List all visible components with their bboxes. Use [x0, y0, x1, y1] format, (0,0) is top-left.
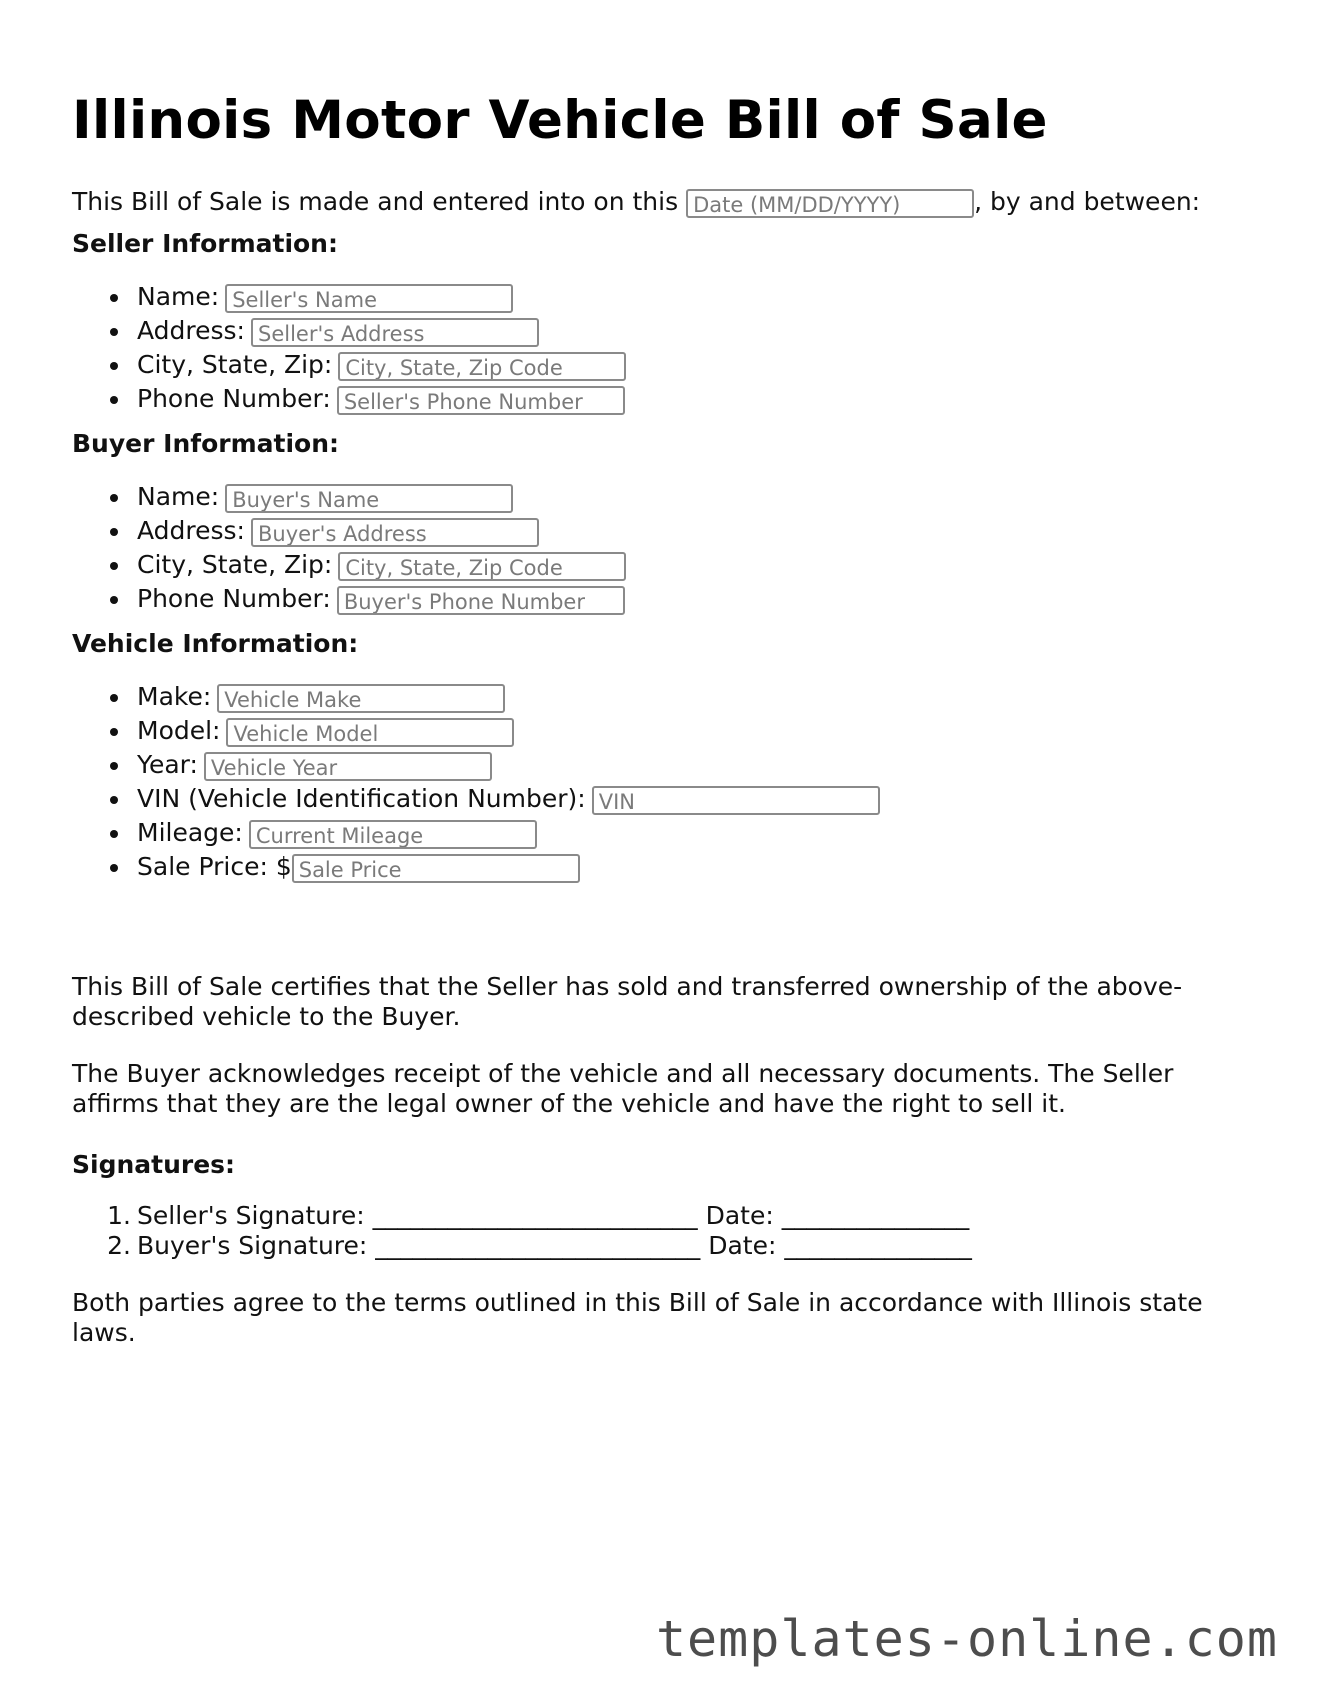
mileage-field[interactable]: Current Mileage — [249, 820, 537, 849]
buyer-name-field[interactable]: Buyer's Name — [225, 484, 513, 513]
field-label: Name: — [137, 282, 220, 311]
signature-text: Buyer's Signature: __________________________ Date: _______________ — [137, 1231, 972, 1260]
intro-text: This Bill of Sale is made and entered into on this — [72, 187, 679, 216]
list-item — [72, 382, 626, 416]
seller-phone-field[interactable]: Seller's Phone Number — [337, 386, 625, 415]
buyer-address-field[interactable]: Buyer's Address — [251, 518, 539, 547]
agreement-paragraph: Both parties agree to the terms outlined in this Bill of Sale in accordance with Illinois state laws. — [72, 1288, 1203, 1347]
vehicle-list — [72, 680, 880, 884]
field-label: Year: — [137, 750, 198, 779]
list-item — [72, 680, 880, 714]
field-label: Phone Number: — [137, 584, 331, 613]
list-item — [72, 816, 880, 850]
list-item — [72, 348, 626, 382]
buyer-phone-field[interactable]: Buyer's Phone Number — [337, 586, 625, 615]
list-item — [72, 582, 626, 616]
field-label: Mileage: — [137, 818, 243, 847]
field-label: Sale Price: $ — [137, 852, 292, 881]
buyer-signature-line[interactable] — [72, 1231, 972, 1261]
date-field[interactable]: Date (MM/DD/YYYY) — [686, 189, 974, 218]
acknowledge-paragraph: The Buyer acknowledges receipt of the vehicle and all necessary documents. The Seller affirms that they are the legal owner of the vehicle and have the right to sell it. — [72, 1059, 1174, 1118]
intro-text-after: , by and between: — [974, 187, 1201, 216]
list-item — [72, 280, 626, 314]
list-item — [72, 782, 880, 816]
field-label: City, State, Zip: — [137, 350, 333, 379]
buyer-list — [72, 480, 626, 616]
list-item — [72, 714, 880, 748]
signatures-heading: Signatures: — [72, 1150, 236, 1179]
list-item — [72, 548, 626, 582]
field-label: Name: — [137, 482, 220, 511]
page-title: Illinois Motor Vehicle Bill of Sale — [72, 90, 1048, 151]
vehicle-year-field[interactable]: Vehicle Year — [204, 752, 492, 781]
field-label: Address: — [137, 516, 245, 545]
field-label: Model: — [137, 716, 221, 745]
seller-city-field[interactable]: City, State, Zip Code — [338, 352, 626, 381]
buyer-city-field[interactable]: City, State, Zip Code — [338, 552, 626, 581]
seller-heading: Seller Information: — [72, 229, 338, 258]
list-number: 2. — [107, 1231, 131, 1260]
sale-price-field[interactable]: Sale Price — [292, 854, 580, 883]
seller-name-field[interactable]: Seller's Name — [225, 284, 513, 313]
certify-paragraph: This Bill of Sale certifies that the Seller has sold and transferred ownership of the above-described vehicle to the Buyer. — [72, 972, 1183, 1031]
signature-text: Seller's Signature: __________________________ Date: _______________ — [137, 1201, 970, 1230]
field-label: City, State, Zip: — [137, 550, 333, 579]
field-label: Address: — [137, 316, 245, 345]
field-label: Make: — [137, 682, 212, 711]
list-item — [72, 480, 626, 514]
list-item — [72, 314, 626, 348]
seller-list — [72, 280, 626, 416]
buyer-heading: Buyer Information: — [72, 429, 340, 458]
watermark: templates-online.com — [655, 1610, 1278, 1668]
field-label: Phone Number: — [137, 384, 331, 413]
list-item — [72, 514, 626, 548]
list-number: 1. — [107, 1201, 131, 1230]
vehicle-make-field[interactable]: Vehicle Make — [217, 684, 505, 713]
intro-line — [72, 187, 1200, 218]
vin-field[interactable]: VIN — [592, 786, 880, 815]
vehicle-model-field[interactable]: Vehicle Model — [226, 718, 514, 747]
vehicle-heading: Vehicle Information: — [72, 629, 359, 658]
seller-address-field[interactable]: Seller's Address — [251, 318, 539, 347]
seller-signature-line[interactable] — [72, 1201, 972, 1231]
signatures-list — [72, 1201, 972, 1261]
field-label: VIN (Vehicle Identification Number): — [137, 784, 586, 813]
list-item — [72, 748, 880, 782]
list-item — [72, 850, 880, 884]
